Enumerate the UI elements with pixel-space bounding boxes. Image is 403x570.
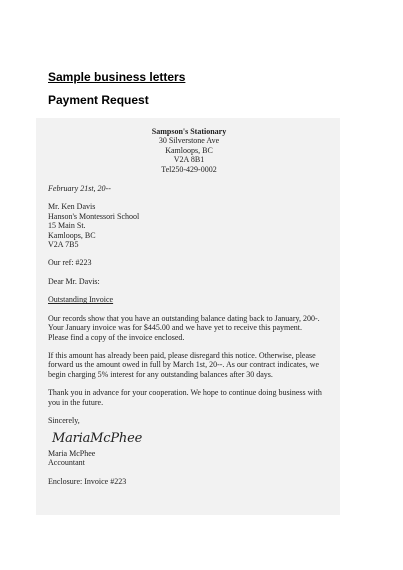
page-subheading: Payment Request xyxy=(48,93,149,107)
salutation: Dear Mr. Davis: xyxy=(48,276,100,286)
sender-telephone: Tel250-429-0002 xyxy=(161,164,217,174)
page-heading: Sample business letters xyxy=(48,70,186,84)
enclosure-line: Enclosure: Invoice #223 xyxy=(48,476,127,486)
recipient-name: Mr. Ken Davis xyxy=(48,202,96,212)
sender-postal-code: V2A 8B1 xyxy=(173,155,205,165)
signer-title: Accountant xyxy=(48,458,85,468)
letter-body xyxy=(36,118,340,515)
recipient-postal-code: V2A 7B5 xyxy=(48,240,79,250)
recipient-street: 15 Main St. xyxy=(48,221,86,231)
sender-name: Sampson's Stationary xyxy=(151,127,227,136)
recipient-city: Kamloops, BC xyxy=(48,230,96,240)
signer-name: Maria McPhee xyxy=(48,448,96,458)
paragraph-2-line: begin charging 5% interest for any outstanding balances after 30 days. xyxy=(48,369,273,379)
letter-date: February 21st, 20-- xyxy=(48,184,111,194)
paragraph-3-line: Thank you in advance for your cooperation. We hope to continue doing business with xyxy=(48,388,322,398)
sender-address-line-2: Kamloops, BC xyxy=(165,145,213,155)
handwritten-signature: MariaMcPhee xyxy=(52,431,143,447)
recipient-organization: Hanson's Montessori School xyxy=(48,211,140,221)
subject-line: Outstanding Invoice xyxy=(48,295,114,305)
paragraph-2-line: forward us the amount owed in full by March 1st, 20--. As our contract indicates, we xyxy=(48,360,320,370)
sender-address-line-1: 30 Silverstone Ave xyxy=(158,136,220,146)
paragraph-3-line: you in the future. xyxy=(48,397,104,407)
paragraph-1-line: Your January invoice was for $445.00 and we have yet to receive this payment. xyxy=(48,323,303,333)
paragraph-2-line: If this amount has already been paid, please disregard this notice. Otherwise, please xyxy=(48,350,316,360)
closing: Sincerely, xyxy=(48,415,80,425)
paragraph-1-line: Our records show that you have an outstanding balance dating back to January, 200-. xyxy=(48,313,320,323)
paragraph-1-line: Please find a copy of the invoice enclosed. xyxy=(48,332,185,342)
reference-line: Our ref: #223 xyxy=(48,258,92,268)
